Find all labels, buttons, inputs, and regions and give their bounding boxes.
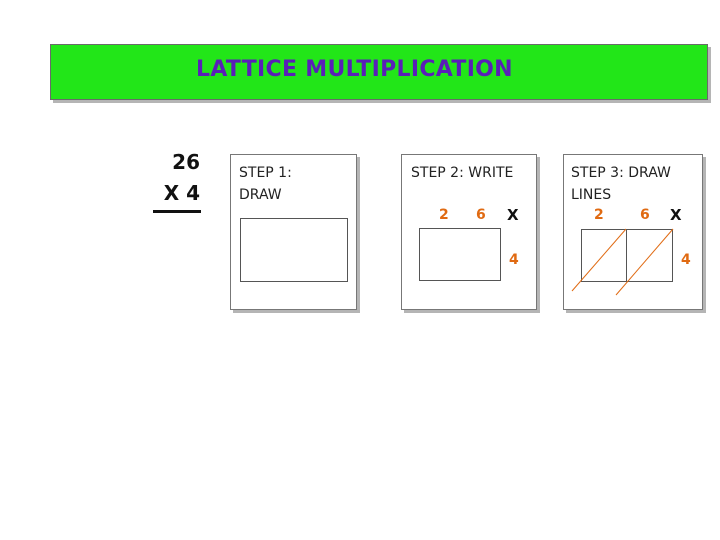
- times-sign: X: [507, 206, 519, 224]
- lattice-rectangle: [419, 228, 501, 281]
- digit-6: 6: [476, 207, 486, 223]
- step-1-panel: [230, 154, 357, 310]
- digit-2: 2: [594, 207, 604, 223]
- step-2-panel: [401, 154, 537, 310]
- step-1-label: STEP 1: DRAW: [239, 165, 292, 203]
- diagonal-lines: [564, 155, 704, 311]
- step-2-label: STEP 2: WRITE: [411, 165, 514, 181]
- answer-line: [153, 210, 201, 213]
- page-title: LATTICE MULTIPLICATION: [196, 57, 513, 82]
- step-3-panel: [563, 154, 703, 310]
- digit-6: 6: [640, 207, 650, 223]
- title-bar: [50, 44, 708, 100]
- multiplication-problem: [140, 146, 204, 208]
- times-sign: X: [670, 206, 682, 224]
- multiplicand: 26: [172, 150, 200, 174]
- lattice-rectangle: [240, 218, 348, 282]
- step-3-label: STEP 3: DRAW LINES: [571, 165, 671, 203]
- diagonal-line-2: [616, 229, 673, 295]
- digit-4: 4: [681, 252, 691, 268]
- digit-2: 2: [439, 207, 449, 223]
- multiplier: X 4: [163, 181, 200, 205]
- diagonal-line-1: [572, 229, 626, 291]
- digit-4: 4: [509, 252, 519, 268]
